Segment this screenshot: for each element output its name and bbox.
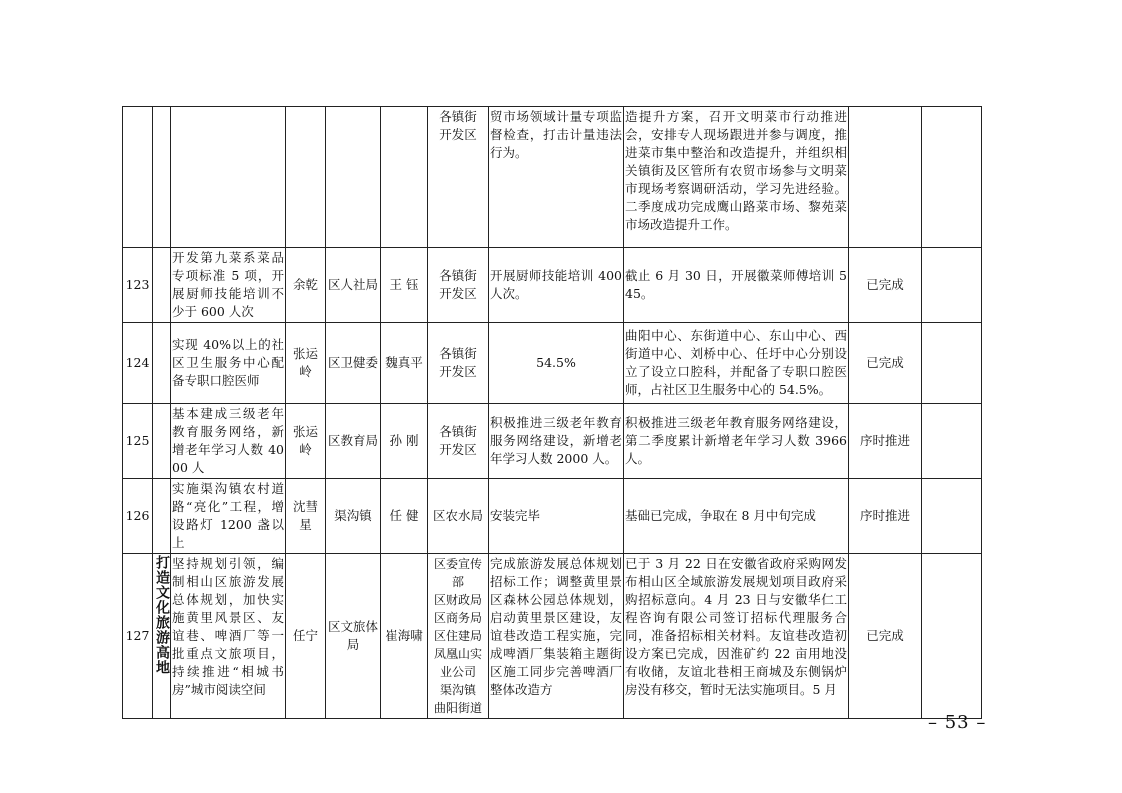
person-cell: 任 健 — [381, 479, 428, 554]
target-cell: 安装完毕 — [489, 479, 624, 554]
table-row — [123, 107, 982, 248]
page-number: – 53 – — [928, 712, 987, 733]
coop-cell: 各镇街 开发区 — [428, 248, 489, 323]
coop-cell: 各镇街 开发区 — [428, 107, 489, 248]
person-cell: 孙 刚 — [381, 404, 428, 479]
leader-cell: 张运岭 — [286, 404, 326, 479]
task-cell: 开发第九菜系菜品专项标准 5 项，开展厨师技能培训不少于 600 人次 — [171, 248, 286, 323]
status-cell — [849, 107, 922, 248]
category-label: 打造文化旅游高地 — [154, 555, 170, 675]
leader-cell: 张运岭 — [286, 323, 326, 404]
status-cell: 已完成 — [849, 323, 922, 404]
target-cell: 贸市场领域计量专项监督检查，打击计量违法行为。 — [489, 107, 624, 248]
category-cell — [153, 323, 171, 404]
coop-cell: 各镇街 开发区 — [428, 323, 489, 404]
target-cell: 积极推进三级老年教育服务网络建设，新增老年学习人数 2000 人。 — [489, 404, 624, 479]
status-cell: 序时推进 — [849, 404, 922, 479]
status-cell: 已完成 — [849, 248, 922, 323]
target-cell: 54.5% — [489, 323, 624, 404]
person-cell: 王 钰 — [381, 248, 428, 323]
unit-cell: 区卫健委 — [326, 323, 381, 404]
progress-cell: 基础已完成，争取在 8 月中旬完成 — [624, 479, 849, 554]
category-cell — [153, 248, 171, 323]
leader-cell: 沈彗星 — [286, 479, 326, 554]
task-cell: 实施渠沟镇农村道路“亮化”工程，增设路灯 1200 盏以上 — [171, 479, 286, 554]
leader-cell — [286, 107, 326, 248]
progress-cell: 曲阳中心、东街道中心、东山中心、西街道中心、刘桥中心、任圩中心分别设立了设立口腔科，并配备了专职口腔医师，占社区卫生服务中心的 54.5%。 — [624, 323, 849, 404]
task-cell: 基本建成三级老年教育服务网络，新增老年学习人数 4000 人 — [171, 404, 286, 479]
coop-cell: 区委宣传部 区财政局 区商务局 区住建局 凤凰山实业公司 渠沟镇 曲阳街道 — [428, 554, 489, 719]
row-no: 125 — [123, 404, 153, 479]
progress-cell: 截止 6 月 30 日，开展徽菜师傅培训 545。 — [624, 248, 849, 323]
note-cell — [922, 248, 982, 323]
table-row — [123, 323, 982, 404]
note-cell — [922, 404, 982, 479]
leader-cell: 任宁 — [286, 554, 326, 719]
category-cell — [153, 554, 171, 719]
person-cell: 魏真平 — [381, 323, 428, 404]
task-cell: 坚持规划引领，编制相山区旅游发展总体规划，加快实施黄里风景区、友谊巷、啤酒厂等一批重点文旅项目，持续推进“相城书房”城市阅读空间 — [171, 554, 286, 719]
note-cell — [922, 479, 982, 554]
table-row — [123, 479, 982, 554]
target-cell: 开展厨师技能培训 400 人次。 — [489, 248, 624, 323]
row-no: 127 — [123, 554, 153, 719]
unit-cell: 渠沟镇 — [326, 479, 381, 554]
leader-cell: 余乾 — [286, 248, 326, 323]
note-cell — [922, 554, 982, 719]
target-cell: 完成旅游发展总体规划招标工作；调整黄里景区森林公园总体规划，启动黄里景区建设，友谊巷改造工程实施，完成啤酒厂集装箱主题街区施工同步完善啤酒厂整体改造方 — [489, 554, 624, 719]
progress-cell: 造提升方案，召开文明菜市行动推进会，安排专人现场跟进并参与调度，推进菜市集中整治和改造提升，并组织相关镇街及区管所有农贸市场参与文明菜市现场考察调研活动，学习先进经验。二季度成功完成鹰山路菜市场、黎苑菜市场改造提升工作。 — [624, 107, 849, 248]
table-row — [123, 248, 982, 323]
category-cell — [153, 107, 171, 248]
status-cell: 已完成 — [849, 554, 922, 719]
unit-cell: 区教育局 — [326, 404, 381, 479]
progress-table — [122, 106, 982, 719]
task-cell — [171, 107, 286, 248]
category-cell — [153, 404, 171, 479]
status-cell: 序时推进 — [849, 479, 922, 554]
row-no — [123, 107, 153, 248]
person-cell: 崔海啸 — [381, 554, 428, 719]
note-cell — [922, 107, 982, 248]
note-cell — [922, 323, 982, 404]
coop-cell: 各镇街 开发区 — [428, 404, 489, 479]
unit-cell — [326, 107, 381, 248]
unit-cell: 区人社局 — [326, 248, 381, 323]
table-row — [123, 554, 982, 719]
unit-cell: 区文旅体局 — [326, 554, 381, 719]
task-cell: 实现 40%以上的社区卫生服务中心配备专职口腔医师 — [171, 323, 286, 404]
category-cell — [153, 479, 171, 554]
row-no: 123 — [123, 248, 153, 323]
coop-cell: 区农水局 — [428, 479, 489, 554]
progress-cell: 已于 3 月 22 日在安徽省政府采购网发布相山区全域旅游发展规划项目政府采购招标意向。4 月 23 日与安徽华仁工程咨询有限公司签订招标代理服务合同，准备招标相关材料。友谊巷改造初设方案已完成，因淮矿约 22 亩用地没有收储，友谊北巷相王商城及东侧锅炉房没有移交，暂时无法实施项目。5 月 — [624, 554, 849, 719]
person-cell — [381, 107, 428, 248]
row-no: 124 — [123, 323, 153, 404]
row-no: 126 — [123, 479, 153, 554]
table-row — [123, 404, 982, 479]
progress-cell: 积极推进三级老年教育服务网络建设，第二季度累计新增老年学习人数 3966 人。 — [624, 404, 849, 479]
